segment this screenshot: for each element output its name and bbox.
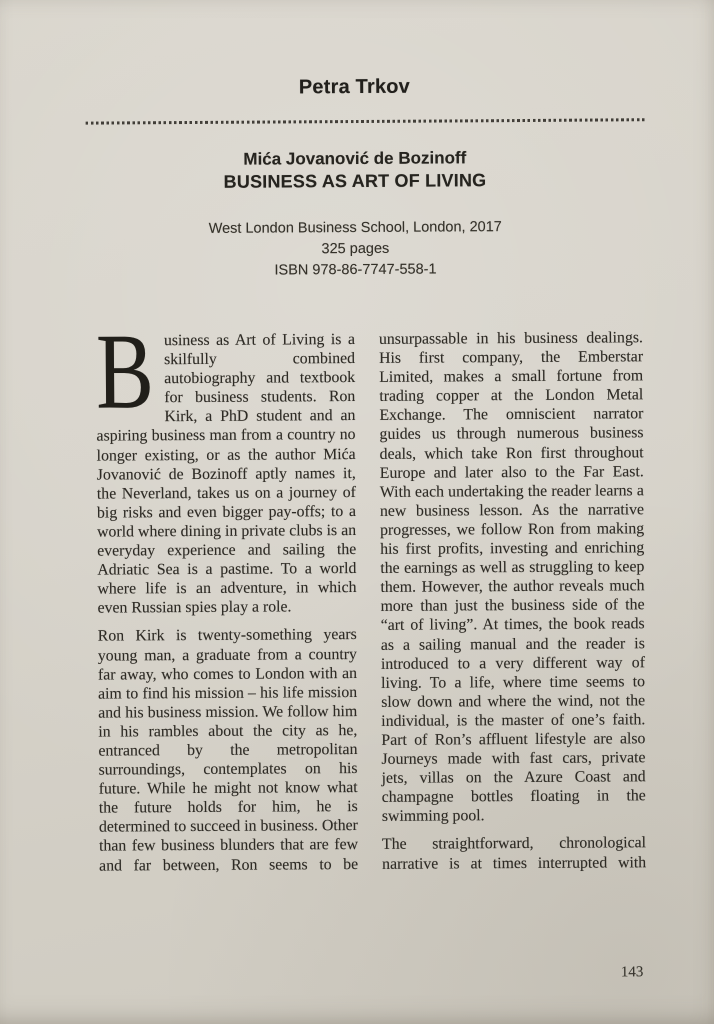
reviewer-name: Petra Trkov (298, 75, 411, 99)
book-author: Mića Jovanović de Bozinoff (243, 148, 467, 169)
right-column (379, 328, 646, 873)
page-number: 143 (620, 964, 644, 981)
page-count-line: 325 pages (321, 240, 390, 258)
publisher-line: West London Business School, London, 2017 (208, 219, 502, 237)
drop-cap: B (95, 312, 155, 432)
paragraph-opening (95, 312, 357, 618)
isbn-line: ISBN 978-86-7747-558-1 (274, 261, 437, 279)
dotted-separator (86, 118, 646, 124)
book-title: BUSINESS AS ART OF LIVING (223, 170, 487, 192)
review-body (95, 312, 647, 875)
paragraph-ron-kirk: Ron Kirk is twenty-something years young man, a graduate from a country far away, who comes to London with an aim to find his mission – his life mission and his business mission. We follow him in his rambles about the city as he, entranced by the metropolitan surroundings, contemplates on his future. While he might not know what the future holds for him, he is determined to succeed in business. Other than few business blunders that are few and far between, Ron seems to be (97, 626, 359, 875)
paragraph-business-dealings: unsurpassable in his business dealings. His first company, the Emberstar Limited, makes a small fortune from trading copper at the London Metal Exchange. The omniscient narrator guides us through numerous business deals, which take Ron first throughout Europe and later also to the Far East. With each undertaking the reader learns a new business lesson. As the narrative progresses, we follow Ron from making his first profits, investing and enriching the earnings as well as struggling to keep them. However, the author reveals much more than just the business side of the “art of living”. At times, the book reads as a sailing manual and the reader is introduced to a very different way of living. To a life, where time seems to slow down and where the wind, not the individual, is the master of one’s faith. Part of Ron’s affluent lifestyle are also Journeys made with fast cars, private jets, villas on the Azure Coast and champagne bottles floating in the swimming pool. (378, 329, 646, 826)
paragraph-opening-text: usiness as Art of Living is a skilfully combined autobiography and textbook for business students. Ron Kirk, a PhD student and an aspiring business man from a country no longer existing, or as the author Mića Jovanović de Bozinoff aptly names it, the Neverland, takes us on a journey of big risks and even bigger pay-offs; to a world where dining in private clubs is an everyday experience and sailing the Adriatic Sea is a pastime. To a world where life is an adventure, in which even Russian spies play a role. (96, 331, 357, 617)
left-column (95, 312, 359, 875)
publication-details (0, 216, 713, 283)
paragraph-narrative: The straightforward, chronological narrative is at times interrupted with (381, 834, 647, 873)
book-info-block (0, 147, 713, 283)
